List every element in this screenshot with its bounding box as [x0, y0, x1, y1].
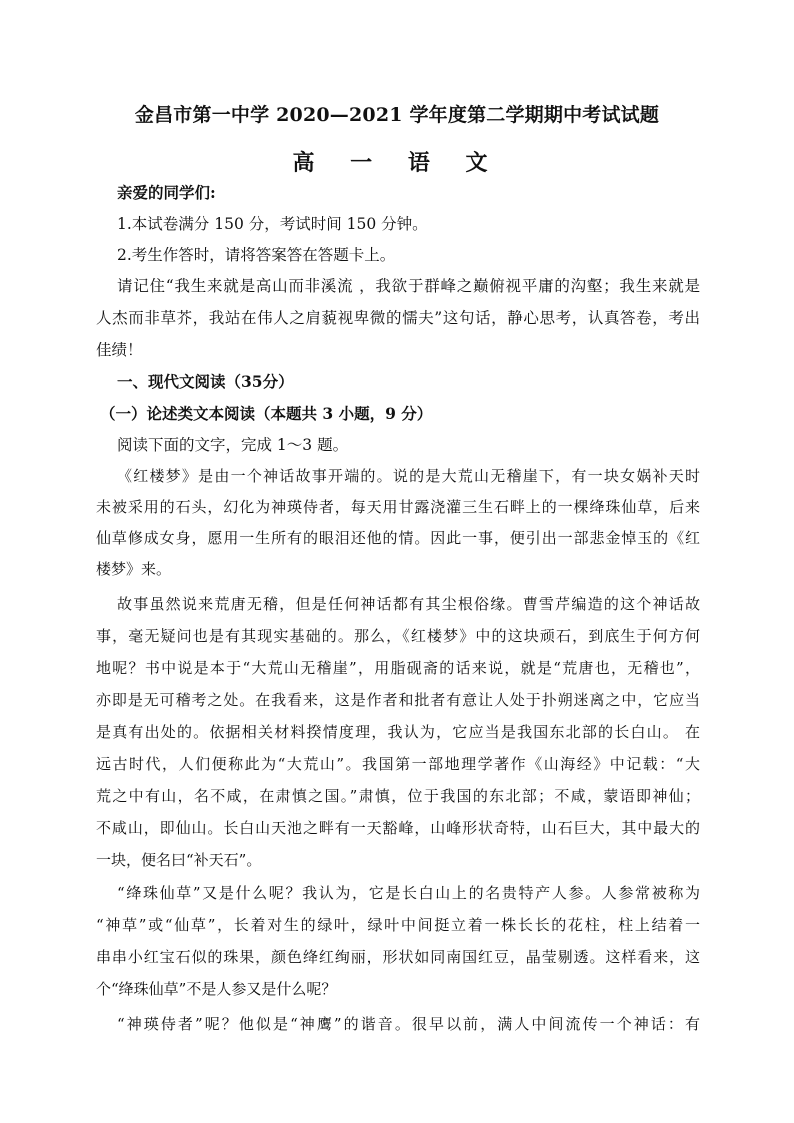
rule-1: 1.本试卷满分 150 分，考试时间 150 分钟。	[117, 215, 428, 233]
passage-line: 远古时代，人们便称此为“大荒山”。我国第一部地理学著作《山海经》中记载：“大	[96, 755, 700, 773]
passage-line: “神瑛侍者”呢？他似是“神鹰”的谐音。很早以前，满人中间流传一个神话：有	[117, 1015, 700, 1033]
passage-line: 未被采用的石头，幻化为神瑛侍者，每天用甘露浇灌三生石畔上的一棵绛珠仙草，后来	[96, 498, 700, 516]
passage-line: 不咸山，即仙山。长白山天池之畔有一天豁峰，山峰形状奇特，山石巨大，其中最大的	[96, 819, 700, 837]
passage-line: 仙草修成女身，愿用一生所有的眼泪还他的情。因此一事，便引出一部悲金悼玉的《红	[96, 529, 700, 547]
passage-line: “神草”或“仙草”，长着对生的绿叶，绿叶中间挺立着一株长长的花柱，柱上结着一	[96, 916, 700, 934]
passage-line: 《红楼梦》是由一个神话故事开端的。说的是大荒山无稽崖下，有一块女娲补天时	[117, 467, 700, 485]
passage-line: 楼梦》来。	[96, 560, 172, 578]
passage-line: 是真有出处的。依据相关材料揆情度理，我认为，它应当是我国东北部的长白山。 在	[96, 723, 700, 741]
greeting: 亲爱的同学们:	[117, 183, 216, 202]
reading-instruction: 阅读下面的文字，完成 1～3 题。	[117, 436, 349, 454]
passage-line: 个“绛珠仙草”不是人参又是什么呢？	[96, 980, 337, 998]
part-heading: （一）论述类文本阅读（本题共 3 小题，9 分）	[100, 404, 433, 423]
passage-line: 地呢？书中说是本于“大荒山无稽崖”，用脂砚斋的话来说，就是“荒唐也，无稽也”，	[96, 659, 700, 677]
passage-line: 串串小红宝石似的珠果，颜色绛红绚丽，形状如同南国红豆，晶莹剔透。这样看来，这	[96, 948, 700, 966]
passage-line: 事，毫无疑问也是有其现实基础的。那么，《红楼梦》中的这块顽石，到底生于何方何	[96, 627, 700, 645]
section-heading: 一、现代文阅读（35分）	[117, 372, 294, 391]
quote-line-1: 请记住“我生来就是高山而非溪流 ，我欲于群峰之巅俯视平庸的沟壑；我生来就是	[117, 277, 700, 295]
exam-title: 金昌市第一中学 2020—2021 学年度第二学期期中考试试题	[134, 104, 660, 126]
passage-line: 一块，便名曰“补天石”。	[96, 851, 262, 869]
passage-line: 故事虽然说来荒唐无稽，但是任何神话都有其尘根俗缘。曹雪芹编造的这个神话故	[117, 595, 700, 613]
rule-2: 2.考生作答时，请将答案答在答题卡上。	[117, 246, 396, 264]
passage-line: 荒之中有山，名不咸，在肃慎之国。”肃慎，位于我国的东北部；不咸，蒙语即神仙；	[96, 787, 700, 805]
passage-line: 亦即是无可稽考之处。在我看来，这是作者和批者有意让人处于扑朔迷离之中，它应当	[96, 691, 700, 709]
quote-line-2: 人杰而非草芥，我站在伟人之肩藐视卑微的懦夫”这句话，静心思考，认真答卷，考出	[96, 309, 700, 327]
subject-title: 高 一 语 文	[292, 150, 502, 176]
passage-line: “绛珠仙草”又是什么呢？我认为，它是长白山上的名贵特产人参。人参常被称为	[117, 884, 700, 902]
quote-line-3: 佳绩！	[96, 341, 143, 359]
